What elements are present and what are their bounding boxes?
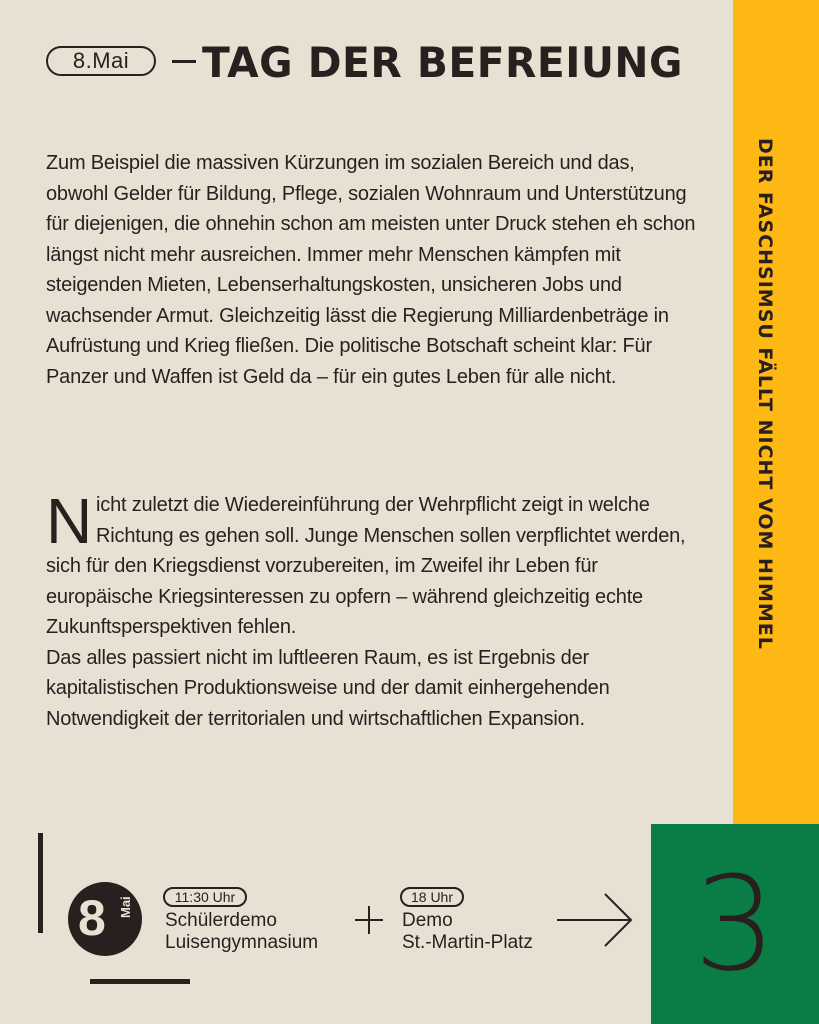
paragraph-2: icht zuletzt die Wiedereinführung der Wehrpflicht zeigt in welche Richtung es gehen soll. Junge Menschen sollen verpflichtet werden, sich für den Kriegsdienst vorzubereiten, im Zweifel ihr Leben für europäische Kriegsinteressen zu opfern – während gleichzeitig echte Zukunftsperspektiven fehlen. — [46, 494, 686, 638]
event1-title: Schülerdemo — [165, 910, 277, 931]
paragraph-2-block — [46, 485, 696, 734]
event1-location: Luisengymnasium — [165, 932, 319, 953]
date-pill: 8.Mai — [46, 46, 156, 76]
vertical-slogan-text: DER FASCHSIMSU FÄLLT NICHT VOM HIMMEL — [754, 138, 776, 650]
paragraph-1: Zum Beispiel die massiven Kürzungen im sozialen Bereich und das, obwohl Gelder für Bildung, Pflege, sozialen Wohnraum und Unterstützung für diejenigen, die ohnehin schon am meisten unter Druck stehen eh schon längst nicht mehr ausreichen. Immer mehr Menschen kämpfen mit steigenden Mieten, Lebenserhaltungskosten, unsicheren Jobs und wachsender Armut. Gleichzeitig lässt die Regierung Milliardenbeträge in Aufrüstung und Krieg fließen. Die politische Botschaft scheint klar: Für Panzer und Waffen ist Geld da – für ein gutes Leben für alle nicht. — [46, 152, 696, 388]
headline: TAG DER BEFREIUNG — [202, 38, 683, 87]
yellow-side-band — [733, 0, 819, 824]
event2-location: St.-Martin-Platz — [402, 932, 533, 953]
date-badge-number: 8 — [78, 890, 106, 946]
horizontal-rule — [90, 979, 190, 984]
drop-cap: N — [46, 485, 93, 557]
event2-time: 18 Uhr — [400, 887, 464, 907]
event1-time: 11:30 Uhr — [163, 887, 247, 907]
arrow-right-icon — [557, 890, 635, 950]
event2-title: Demo — [402, 910, 453, 931]
date-badge-month-text: Mai — [118, 896, 133, 918]
page-number: 3 — [693, 848, 777, 1000]
plus-icon — [353, 904, 385, 936]
paragraph-3: Das alles passiert nicht im luftleeren Raum, es ist Ergebnis der kapitalistischen Produktionsweise und der damit einhergehenden Notwendigkeit der territorialen und wirtschaftlichen Expansion. — [46, 646, 610, 730]
header-dash — [172, 60, 196, 63]
vertical-rule — [38, 833, 43, 933]
